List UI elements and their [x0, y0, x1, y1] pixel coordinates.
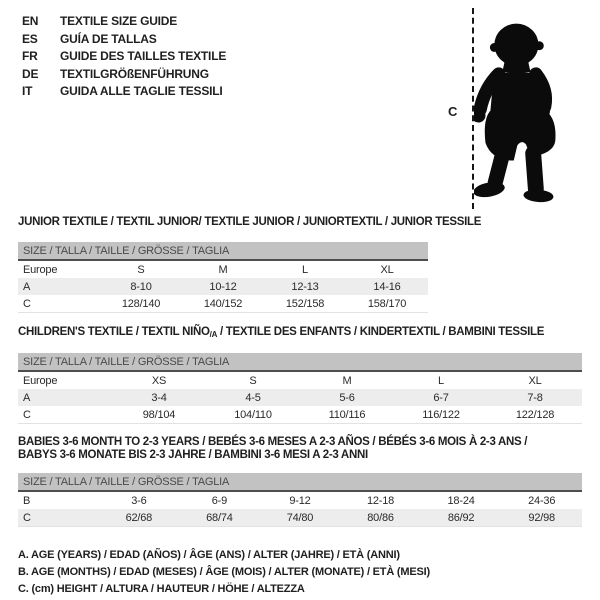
size-value: 7-8: [488, 389, 582, 406]
size-header-bar: SIZE / TALLA / TAILLE / GRÖSSE / TAGLIA: [18, 353, 582, 371]
size-value: 92/98: [501, 509, 582, 527]
size-value: 158/170: [346, 295, 428, 313]
size-value: 104/110: [206, 406, 300, 424]
size-value: 68/74: [179, 509, 260, 527]
size-value: 3-4: [112, 389, 206, 406]
children-title-text: CHILDREN'S TEXTILE / TEXTIL NIÑO: [18, 326, 210, 338]
size-value: 152/158: [264, 295, 346, 313]
note-age-months: B. AGE (MONTHS) / EDAD (MESES) / ÂGE (MOIS) / ALTER (MONATE) / ETÀ (MESI): [18, 566, 430, 578]
junior-section-title: JUNIOR TEXTILE / TEXTIL JUNIOR/ TEXTILE JUNIOR / JUNIORTEXTIL / JUNIOR TESSILE: [18, 216, 482, 228]
header-area: [0, 0, 600, 204]
babies-title-line1: BABIES 3-6 MONTH TO 2-3 YEARS / BEBÉS 3-6 MESES A 2-3 AÑOS / BÉBÉS 3-6 MOIS À 2-3 ANS /: [18, 436, 528, 448]
language-row-de: [22, 66, 226, 84]
row-label: C: [18, 406, 112, 424]
height-figure: [444, 6, 582, 212]
language-code: EN: [22, 14, 39, 28]
size-value: 8-10: [100, 278, 182, 295]
babies-section-title: [18, 436, 582, 462]
size-value: 80/86: [340, 509, 421, 527]
language-row-fr: [22, 48, 226, 66]
size-value: 14-16: [346, 278, 428, 295]
size-value: M: [218, 263, 228, 276]
size-value: 98/104: [112, 406, 206, 424]
table-row: [18, 278, 428, 295]
size-value: 110/116: [300, 406, 394, 424]
table-row: [18, 406, 582, 424]
table-row: [18, 389, 582, 406]
size-value: 10-12: [182, 278, 264, 295]
size-value: 62/68: [99, 509, 180, 527]
size-value: 122/128: [488, 406, 582, 424]
language-row-en: [22, 13, 226, 31]
size-value: 24-36: [528, 494, 556, 507]
size-header-bar: SIZE / TALLA / TAILLE / GRÖSSE / TAGLIA: [18, 242, 428, 260]
children-title-subscript: /A: [209, 330, 218, 339]
row-label: A: [18, 278, 100, 295]
language-title: GUÍA DE TALLAS: [60, 31, 157, 46]
row-label: C: [18, 509, 99, 527]
size-value: 12-18: [366, 494, 395, 507]
size-value: 12-13: [264, 278, 346, 295]
size-header-bar: SIZE / TALLA / TAILLE / GRÖSSE / TAGLIA: [18, 473, 582, 491]
row-label: Europe: [23, 263, 58, 276]
table-row: [18, 371, 582, 389]
size-value: M: [342, 374, 352, 387]
children-section-title: [18, 326, 582, 341]
size-value: 3-6: [131, 494, 147, 507]
size-value: XS: [151, 374, 167, 387]
size-value: 116/122: [394, 406, 488, 424]
height-marker-label: C: [448, 104, 458, 119]
children-size-table: [18, 353, 582, 424]
language-row-it: [22, 83, 226, 101]
language-title: GUIDA ALLE TAGLIE TESSILI: [60, 84, 223, 98]
row-label: A: [18, 389, 112, 406]
size-value: L: [438, 374, 444, 387]
note-height-cm: C. (cm) HEIGHT / ALTURA / HAUTEUR / HÖHE / ALTEZZA: [18, 583, 305, 595]
size-value: S: [137, 263, 145, 276]
babies-size-table: [18, 473, 582, 527]
language-title: TEXTILGRÖßENFÜHRUNG: [60, 66, 209, 81]
table-row: [18, 509, 582, 527]
junior-size-table: [18, 242, 428, 313]
size-value: 4-5: [206, 389, 300, 406]
row-label: C: [18, 295, 100, 313]
language-title: TEXTILE SIZE GUIDE: [60, 14, 178, 28]
language-code: IT: [22, 84, 33, 98]
size-value: 6-9: [211, 494, 228, 507]
language-code: DE: [22, 66, 39, 81]
size-value: 9-12: [289, 494, 311, 507]
size-value: L: [302, 263, 308, 276]
size-value: 5-6: [300, 389, 394, 406]
language-title: GUIDE DES TAILLES TEXTILE: [60, 49, 227, 63]
babies-title-line2: BABYS 3-6 MONATE BIS 2-3 JAHRE / BAMBINI 3-6 MESI A 2-3 ANNI: [18, 449, 368, 461]
language-code: ES: [22, 31, 38, 46]
tables-area: [0, 216, 600, 598]
size-value: 6-7: [394, 389, 488, 406]
table-row: [18, 295, 428, 313]
row-label: B: [23, 494, 31, 507]
toddler-silhouette-icon: [474, 12, 580, 210]
row-label: Europe: [23, 374, 58, 387]
note-age-years: A. AGE (YEARS) / EDAD (AÑOS) / ÂGE (ANS) / ALTER (JAHRE) / ETÀ (ANNI): [18, 549, 400, 561]
size-value: XL: [528, 374, 542, 387]
legend-notes: [18, 547, 582, 598]
children-title-text: / TEXTILE DES ENFANTS / KINDERTEXTIL / BAMBINI TESSILE: [217, 326, 545, 338]
size-value: 74/80: [260, 509, 341, 527]
language-code: FR: [22, 49, 38, 63]
table-row: [18, 260, 428, 278]
size-value: 140/152: [182, 295, 264, 313]
size-value: 128/140: [100, 295, 182, 313]
table-row: [18, 491, 582, 509]
size-value: 18-24: [447, 494, 475, 507]
language-list: [22, 13, 226, 101]
language-row-es: [22, 31, 226, 49]
size-value: S: [249, 374, 257, 387]
size-value: 86/92: [421, 509, 502, 527]
size-value: XL: [380, 263, 394, 276]
